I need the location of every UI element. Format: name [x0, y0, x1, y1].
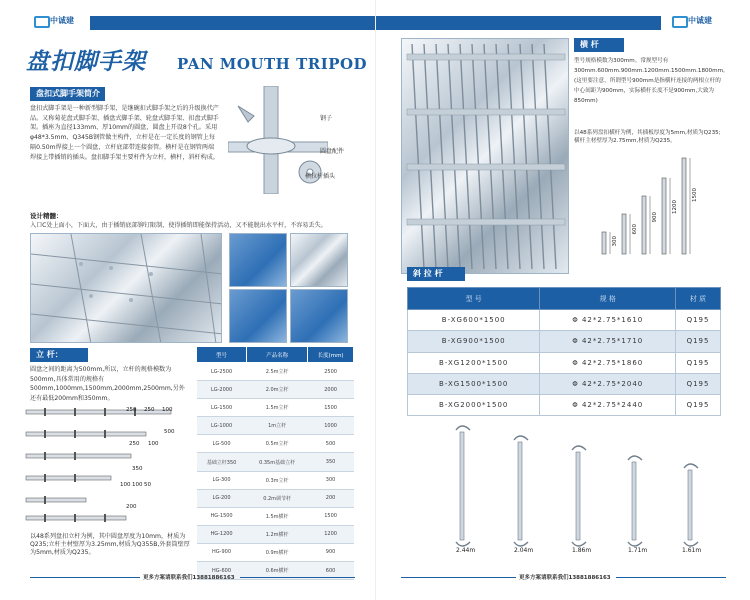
table-row: [408, 331, 721, 352]
table-row: [197, 471, 354, 489]
crossbar-dimension-diagram: [594, 150, 724, 260]
table-cell: 1000: [308, 417, 354, 435]
dim-label: 200: [126, 504, 137, 510]
table-row: [408, 310, 721, 331]
diagonal-rods-illustration: [426, 420, 716, 550]
crossbar-dim-label: 1500: [692, 188, 698, 202]
table-cell: 0.5m立杆: [247, 435, 308, 453]
table-cell: 350: [308, 453, 354, 471]
table-cell: B-XG900*1500: [408, 331, 540, 352]
diagonal-spec-table: [407, 287, 721, 416]
rod-length-label: 1.71m: [628, 547, 648, 554]
upright-text: 圆盘之间的距离为500mm,所以，立杆的规格模数为500mm,具体常用的规格有500mm,1000mm,1500mm,2000mm,2500mm,另外还有最低200mm和350mm。: [30, 366, 185, 403]
page-title-en: PAN MOUTH TRIPOD: [177, 55, 368, 73]
joint-detail-photo-3: [229, 289, 287, 343]
table-cell: LG-1000: [197, 417, 247, 435]
upright-spec-table: [196, 346, 354, 580]
table-row: [197, 381, 354, 399]
table-cell: Q195: [676, 395, 721, 416]
design-heading: 设计精髓：: [30, 212, 63, 220]
company-logo: [672, 14, 712, 26]
table-row: [408, 373, 721, 394]
crossbar-dim-label: 300: [612, 236, 618, 247]
upright-heading: 立 杆：: [30, 348, 88, 362]
footer-contact: 更多方案请联系我们13881886163: [143, 575, 235, 581]
table-row: [408, 395, 721, 416]
table-cell: 0.35m基础立杆: [247, 453, 308, 471]
rod-length-label: 2.44m: [456, 547, 476, 554]
upright-note: 以48系列盘扣立杆为例，其中圆盘厚度为10mm，材质为Q235;立杆主材壁厚为3.25mm,材质为Q355B,外套筒壁厚为5mm,材质为Q235。: [30, 533, 190, 556]
table-cell: LG-200: [197, 489, 247, 507]
crossbar-note: 以48系列盘扣横杆为例，其插板厚度为5mm,材质为Q235;横杆主材壁厚为2.75mm,材质为Q235。: [574, 130, 721, 144]
joint-detail-photo-4: [290, 289, 348, 343]
table-cell: HG-1200: [197, 525, 247, 543]
footer-divider: [30, 577, 140, 578]
crossbar-dim-label: 900: [652, 212, 658, 223]
table-cell: B-XG2000*1500: [408, 395, 540, 416]
dim-label: 100: [132, 482, 143, 488]
dim-label: 250: [144, 407, 155, 413]
logo-text: 中诚建: [688, 14, 712, 25]
dim-label: 250: [129, 441, 140, 447]
scaffold-platform-photo: [30, 233, 222, 343]
intro-paragraph: 盘扣式脚手架是一种新型脚手架，是继碗扣式脚手架之后的升级换代产品。又称菊花盘式脚手架、插盘式脚手架、轮盘式脚手架、扣盘式脚手架。插座为直径133mm、厚10mm的圆盘，圆盘上开设8个孔。采用φ48*3.5mm、Q345B钢管做主构件，立杆是在一定长度的钢管上每隔0.50m焊接上一个圆盘，立杆底部带连接套管。横杆是在钢管两端焊接上带插销的插头。盘扣脚手架主要杆件为立杆，横杆，斜杆构成。: [30, 105, 219, 161]
crossbar-stack-photo: [401, 38, 569, 274]
dim-label: 250: [126, 407, 137, 413]
table-cell: HG-600: [197, 562, 247, 580]
table-cell: 1500: [308, 399, 354, 417]
callout-plug: 横拉杆插头: [305, 173, 336, 180]
table-cell: 2500: [308, 363, 354, 381]
table-cell: LG-300: [197, 471, 247, 489]
logo-icon: [34, 14, 48, 26]
table-cell: 2.5m立杆: [247, 363, 308, 381]
intro-heading: 盘扣式脚手架简介: [30, 87, 105, 101]
dim-label: 100: [120, 482, 131, 488]
table-cell: B-XG1200*1500: [408, 352, 540, 373]
table-row: [197, 417, 354, 435]
logo-text: 中诚建: [50, 14, 74, 25]
table-cell: LG-2000: [197, 381, 247, 399]
table-header-cell: 型 号: [408, 288, 540, 310]
table-cell: 0.2m调节杆: [247, 489, 308, 507]
table-header-row: [197, 347, 354, 363]
table-cell: HG-1500: [197, 507, 247, 525]
table-header-cell: 规 格: [540, 288, 676, 310]
crossbar-text: 型号规格模数为300mm。常规型号有300mm.600mm.900mm.1200mm.1500mm.1800mm。(这里要注意，所谓型号900mm是指横杆连接的两根立杆的中心间距为900mm，实际横杆长度不是900mm,大致为850mm): [574, 58, 729, 104]
table-cell: 2000: [308, 381, 354, 399]
table-cell: 0.6m横杆: [247, 562, 308, 580]
dim-label: 350: [132, 466, 143, 472]
crossbar-dim-label: 1200: [672, 200, 678, 214]
footer-divider: [240, 577, 355, 578]
table-header-cell: 产品名称: [247, 347, 308, 363]
table-cell: 1500: [308, 507, 354, 525]
crossbar-heading: 横 杆: [574, 38, 624, 52]
table-header-cell: 型号: [197, 347, 247, 363]
table-cell: 900: [308, 543, 354, 561]
joint-detail-photo-1: [229, 233, 287, 287]
table-cell: 1m立杆: [247, 417, 308, 435]
table-cell: Φ 42*2.75*1610: [540, 310, 676, 331]
table-cell: Φ 42*2.75*2040: [540, 373, 676, 394]
table-row: [197, 453, 354, 471]
table-cell: 1.5m横杆: [247, 507, 308, 525]
table-cell: B-XG1500*1500: [408, 373, 540, 394]
rod-length-label: 2.04m: [514, 547, 534, 554]
table-cell: 1.5m立杆: [247, 399, 308, 417]
table-header-cell: 长度(mm): [308, 347, 354, 363]
table-cell: 0.9m横杆: [247, 543, 308, 561]
table-row: [197, 489, 354, 507]
table-row: [197, 399, 354, 417]
joint-detail-photo-2: [290, 233, 348, 287]
footer-divider: [401, 577, 516, 578]
table-cell: 200: [308, 489, 354, 507]
table-cell: Q195: [676, 310, 721, 331]
table-row: [197, 525, 354, 543]
table-row: [197, 435, 354, 453]
crossbar-dim-label: 600: [632, 224, 638, 235]
table-cell: 0.3m立杆: [247, 471, 308, 489]
table-header-cell: 材 质: [676, 288, 721, 310]
table-cell: Φ 42*2.75*1860: [540, 352, 676, 373]
dim-label: 500: [164, 429, 175, 435]
table-cell: 500: [308, 435, 354, 453]
table-cell: 1200: [308, 525, 354, 543]
header-bar: [376, 16, 661, 30]
table-row: [408, 352, 721, 373]
rod-length-label: 1.86m: [572, 547, 592, 554]
company-logo: [34, 14, 74, 26]
table-cell: HG-900: [197, 543, 247, 561]
table-row: [197, 543, 354, 561]
callout-steel: 钢子: [320, 115, 333, 122]
footer-contact: 更多方案请联系我们13881886163: [519, 575, 611, 581]
table-cell: 2.0m立杆: [247, 381, 308, 399]
table-header-row: [408, 288, 721, 310]
table-row: [197, 507, 354, 525]
header-bar: [90, 16, 375, 30]
dim-label: 100: [148, 441, 159, 447]
dim-label: 100: [162, 407, 173, 413]
table-cell: LG-1500: [197, 399, 247, 417]
dim-label: 50: [144, 482, 151, 488]
table-cell: LG-500: [197, 435, 247, 453]
table-cell: Q195: [676, 331, 721, 352]
logo-icon: [672, 14, 686, 26]
upright-dimension-diagram: [24, 404, 194, 528]
table-row: [197, 363, 354, 381]
table-cell: Φ 42*2.75*1710: [540, 331, 676, 352]
callout-disc: 圆盘配件: [320, 148, 345, 155]
right-page: [375, 0, 750, 600]
table-cell: 300: [308, 471, 354, 489]
footer-divider: [616, 577, 726, 578]
rod-length-label: 1.61m: [682, 547, 702, 554]
diagonal-heading: 斜 拉 杆: [407, 267, 465, 281]
table-cell: 基础立杆350: [197, 453, 247, 471]
table-cell: Q195: [676, 352, 721, 373]
table-cell: 600: [308, 562, 354, 580]
design-text: 入口C处上面小，下面大，由于插销底部铆钉限制，使得插销即能保持活动，又不能脱出水平杆，不容易丢失。: [30, 222, 327, 229]
table-cell: Φ 42*2.75*2440: [540, 395, 676, 416]
table-cell: LG-2500: [197, 363, 247, 381]
table-cell: B-XG600*1500: [408, 310, 540, 331]
page-title-cn: 盘扣脚手架: [26, 49, 146, 75]
table-cell: 1.2m横杆: [247, 525, 308, 543]
table-cell: Q195: [676, 373, 721, 394]
